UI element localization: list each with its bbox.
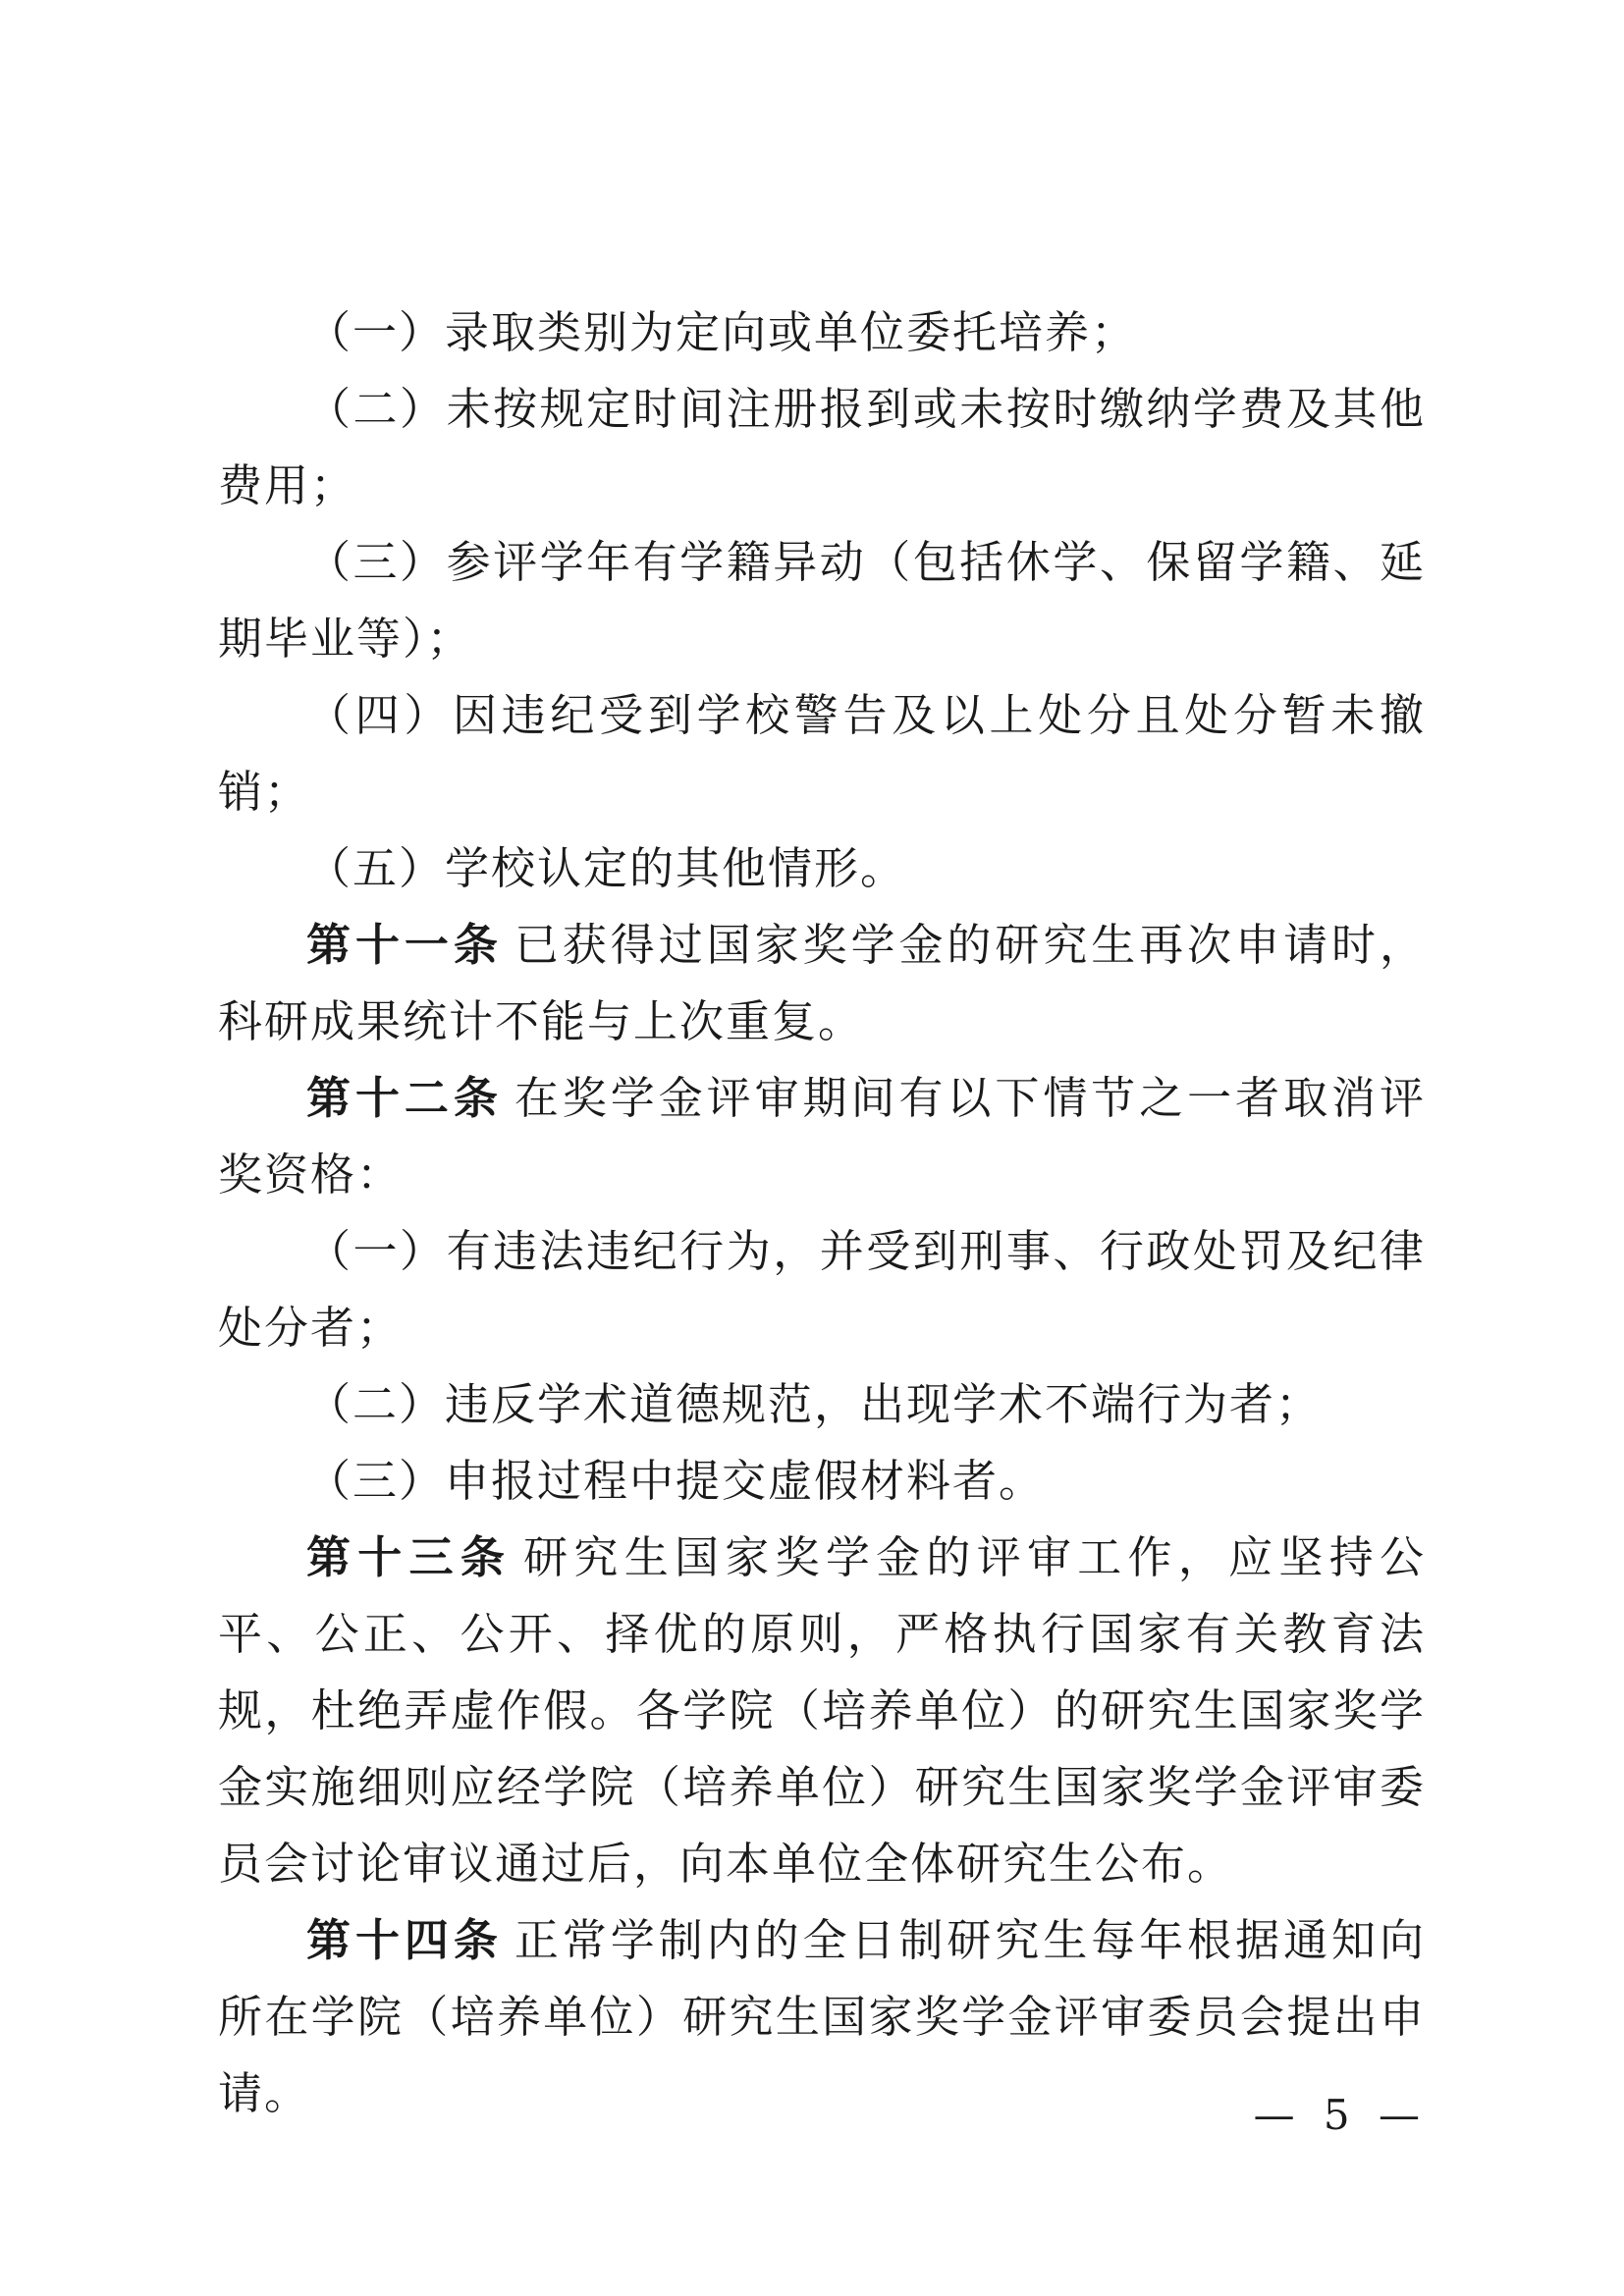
paragraph-text: （一）有违法违纪行为，并受到刑事、行政处罚及纪律处分者；: [218, 1225, 1426, 1354]
paragraph-text: （五）学校认定的其他情形。: [306, 842, 907, 894]
paragraph-text: （二）未按规定时间注册报到或未按时缴纳学费及其他费用；: [218, 383, 1426, 511]
article-number: 第十三条: [306, 1531, 513, 1583]
article-number: 第十二条: [306, 1072, 503, 1124]
paragraph-text: （三）申报过程中提交虚假材料者。: [306, 1455, 1046, 1507]
article-number: 第十一条: [306, 919, 503, 971]
page-number: — 5 —: [1253, 2091, 1428, 2139]
paragraph-text: （三）参评学年有学籍异动（包括休学、保留学籍、延期毕业等）；: [218, 536, 1426, 665]
paragraph-8: [218, 1213, 1426, 1366]
document-body: [218, 294, 1426, 2132]
article-number: 第十四条: [306, 1914, 503, 1966]
paragraph-10: [218, 1443, 1426, 1520]
paragraph-3: [218, 524, 1426, 677]
paragraph-5: [218, 830, 1426, 907]
paragraph-text: 在奖学金评审期间有以下情节之一者取消评奖资格：: [218, 1072, 1426, 1201]
paragraph-12: [218, 1902, 1426, 2132]
paragraph-text: （一）录取类别为定向或单位委托培养；: [306, 306, 1138, 358]
paragraph-1: [218, 294, 1426, 371]
paragraph-text: （二）违反学术道德规范，出现学术不端行为者；: [306, 1378, 1323, 1430]
paragraph-text: （四）因违纪受到学校警告及以上处分且处分暂未撤销；: [218, 689, 1426, 818]
paragraph-7: [218, 1060, 1426, 1213]
paragraph-4: [218, 677, 1426, 830]
paragraph-11: [218, 1520, 1426, 1902]
paragraph-6: [218, 907, 1426, 1060]
paragraph-text: 正常学制内的全日制研究生每年根据通知向所在学院（培养单位）研究生国家奖学金评审委员会提出申请。: [218, 1914, 1426, 2119]
paragraph-text: 研究生国家奖学金的评审工作，应坚持公平、公正、公开、择优的原则，严格执行国家有关教育法规，杜绝弄虚作假。各学院（培养单位）的研究生国家奖学金实施细则应经学院（培养单位）研究生国家奖学金评审委员会讨论审议通过后，向本单位全体研究生公布。: [218, 1531, 1426, 1890]
paragraph-9: [218, 1366, 1426, 1443]
paragraph-text: 已获得过国家奖学金的研究生再次申请时，科研成果统计不能与上次重复。: [218, 919, 1426, 1047]
paragraph-2: [218, 371, 1426, 524]
